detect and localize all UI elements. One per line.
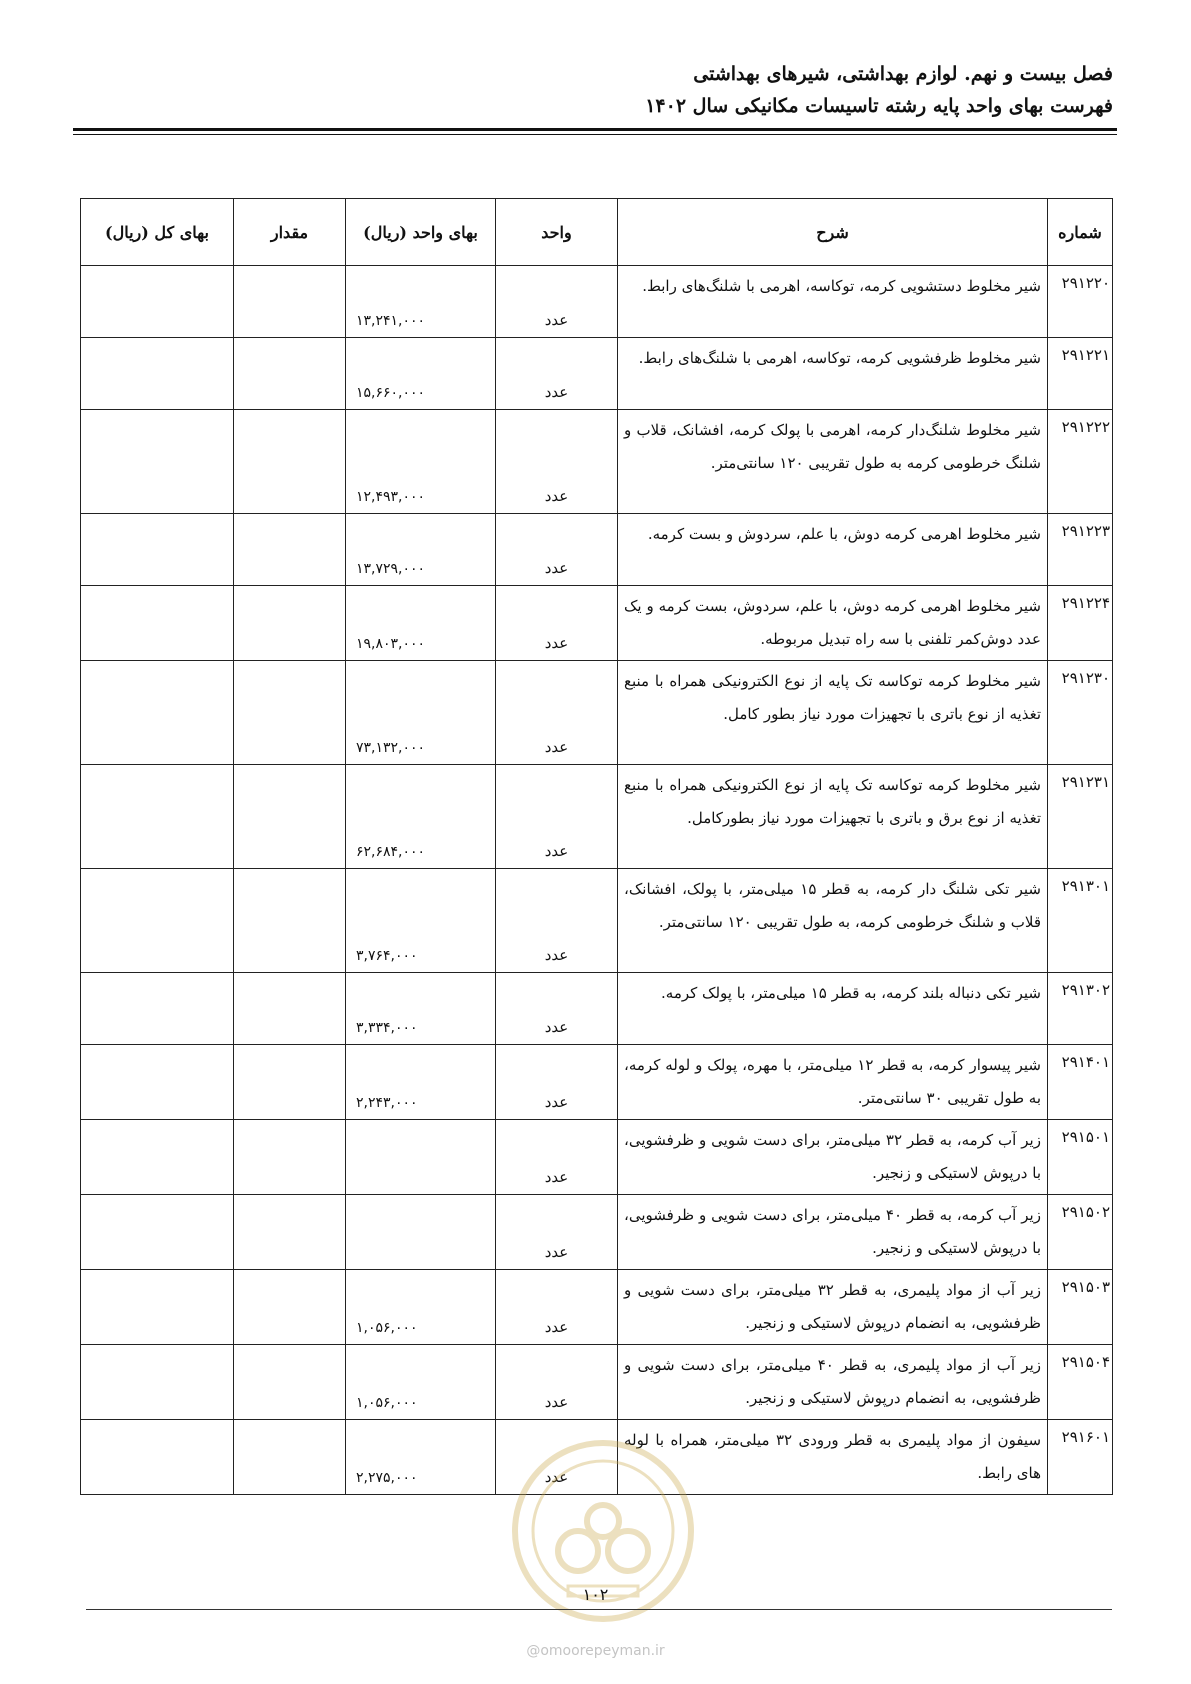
item-number: ۲۹۱۲۲۴ — [1048, 586, 1113, 661]
table-row — [81, 973, 1113, 1045]
item-number: ۲۹۱۶۰۱ — [1048, 1420, 1113, 1495]
item-unit-price — [346, 1120, 496, 1195]
item-description: شیر مخلوط اهرمی کرمه دوش، با علم، سردوش، بست کرمه و یک عدد دوش‌کمر تلفنی با سه راه تبدیل مربوطه. — [618, 586, 1048, 661]
header-rule-thick — [73, 128, 1117, 131]
item-number: ۲۹۱۴۰۱ — [1048, 1045, 1113, 1120]
header-unit-price: بهای واحد (ریال) — [346, 199, 496, 266]
item-unit-price: ۱۳,۲۴۱,۰۰۰ — [346, 266, 496, 338]
item-total-price — [81, 1045, 234, 1120]
item-unit-price: ۱۹,۸۰۳,۰۰۰ — [346, 586, 496, 661]
item-unit: عدد — [496, 1120, 618, 1195]
item-description: شیر تکی شلنگ دار کرمه، به قطر ۱۵ میلی‌متر، با پولک، افشانک، قلاب و شلنگ خرطومی کرمه، به طول تقریبی ۱۲۰ سانتی‌متر. — [618, 869, 1048, 973]
header-number: شماره — [1048, 199, 1113, 266]
item-description: زیر آب کرمه، به قطر ۴۰ میلی‌متر، برای دست شویی و ظرفشویی، با درپوش لاستیکی و زنجیر. — [618, 1195, 1048, 1270]
item-quantity — [234, 869, 346, 973]
item-quantity — [234, 1345, 346, 1420]
item-description: شیر پیسوار کرمه، به قطر ۱۲ میلی‌متر، با مهره، پولک و لوله کرمه، به طول تقریبی ۳۰ سانتی‌متر. — [618, 1045, 1048, 1120]
item-number: ۲۹۱۲۲۲ — [1048, 410, 1113, 514]
item-quantity — [234, 514, 346, 586]
item-quantity — [234, 661, 346, 765]
item-unit: عدد — [496, 410, 618, 514]
item-total-price — [81, 661, 234, 765]
item-total-price — [81, 586, 234, 661]
item-total-price — [81, 869, 234, 973]
item-unit-price: ۱۳,۷۲۹,۰۰۰ — [346, 514, 496, 586]
item-unit: عدد — [496, 1270, 618, 1345]
item-quantity — [234, 973, 346, 1045]
item-unit: عدد — [496, 661, 618, 765]
table-row — [81, 765, 1113, 869]
item-quantity — [234, 1120, 346, 1195]
item-total-price — [81, 410, 234, 514]
item-quantity — [234, 1270, 346, 1345]
item-total-price — [81, 1420, 234, 1495]
item-unit-price: ۱۲,۴۹۳,۰۰۰ — [346, 410, 496, 514]
item-description: شیر مخلوط کرمه توکاسه تک پایه از نوع الکترونیکی همراه با منبع تغذیه از نوع باتری با تجهیزات مورد نیاز بطور کامل. — [618, 661, 1048, 765]
item-unit: عدد — [496, 1195, 618, 1270]
item-description: زیر آب از مواد پلیمری، به قطر ۴۰ میلی‌متر، برای دست شویی و ظرفشویی، به انضمام درپوش لاستیکی و زنجیر. — [618, 1345, 1048, 1420]
item-total-price — [81, 338, 234, 410]
item-quantity — [234, 765, 346, 869]
table-row — [81, 869, 1113, 973]
list-title: فهرست بهای واحد پایه رشته تاسیسات مکانیکی سال ۱۴۰۲ — [645, 95, 1113, 117]
item-unit: عدد — [496, 869, 618, 973]
item-unit-price: ۲,۲۴۳,۰۰۰ — [346, 1045, 496, 1120]
table-row — [81, 410, 1113, 514]
item-number: ۲۹۱۵۰۲ — [1048, 1195, 1113, 1270]
item-unit: عدد — [496, 514, 618, 586]
item-unit-price: ۱,۰۵۶,۰۰۰ — [346, 1270, 496, 1345]
item-unit-price: ۱,۰۵۶,۰۰۰ — [346, 1345, 496, 1420]
header-quantity: مقدار — [234, 199, 346, 266]
item-total-price — [81, 765, 234, 869]
item-unit: عدد — [496, 586, 618, 661]
item-unit: عدد — [496, 338, 618, 410]
item-number: ۲۹۱۵۰۴ — [1048, 1345, 1113, 1420]
watermark-text: @omoorepeyman.ir — [526, 1643, 665, 1659]
chapter-title: فصل بیست و نهم. لوازم بهداشتی، شیرهای بهداشتی — [693, 63, 1113, 85]
table-row — [81, 266, 1113, 338]
item-unit-price: ۶۲,۶۸۴,۰۰۰ — [346, 765, 496, 869]
item-quantity — [234, 266, 346, 338]
item-description: شیر مخلوط شلنگ‌دار کرمه، اهرمی با پولک کرمه، افشانک، قلاب و شلنگ خرطومی کرمه به طول تقریبی ۱۲۰ سانتی‌متر. — [618, 410, 1048, 514]
item-number: ۲۹۱۲۳۱ — [1048, 765, 1113, 869]
item-description: شیر مخلوط اهرمی کرمه دوش، با علم، سردوش و بست کرمه. — [618, 514, 1048, 586]
item-unit: عدد — [496, 1045, 618, 1120]
item-unit: عدد — [496, 765, 618, 869]
item-total-price — [81, 973, 234, 1045]
table-row — [81, 661, 1113, 765]
item-description: شیر مخلوط دستشویی کرمه، توکاسه، اهرمی با شلنگ‌های رابط. — [618, 266, 1048, 338]
footer-rule — [86, 1609, 1112, 1610]
table-header-row — [81, 199, 1113, 266]
item-number: ۲۹۱۲۳۰ — [1048, 661, 1113, 765]
item-total-price — [81, 266, 234, 338]
item-quantity — [234, 1195, 346, 1270]
item-description: شیر مخلوط ظرفشویی کرمه، توکاسه، اهرمی با شلنگ‌های رابط. — [618, 338, 1048, 410]
item-number: ۲۹۱۲۲۱ — [1048, 338, 1113, 410]
item-description: سیفون از مواد پلیمری به قطر ورودی ۳۲ میلی‌متر، همراه با لوله های رابط. — [618, 1420, 1048, 1495]
item-unit-price: ۳,۷۶۴,۰۰۰ — [346, 869, 496, 973]
table-row — [81, 514, 1113, 586]
item-description: شیر مخلوط کرمه توکاسه تک پایه از نوع الکترونیکی همراه با منبع تغذیه از نوع برق و باتری با تجهیزات مورد نیاز بطورکامل. — [618, 765, 1048, 869]
header-rule-thin — [73, 134, 1117, 135]
item-number: ۲۹۱۵۰۱ — [1048, 1120, 1113, 1195]
item-unit-price: ۲,۲۷۵,۰۰۰ — [346, 1420, 496, 1495]
header-description: شرح — [618, 199, 1048, 266]
item-unit-price — [346, 1195, 496, 1270]
item-quantity — [234, 1045, 346, 1120]
item-description: زیر آب از مواد پلیمری، به قطر ۳۲ میلی‌متر، برای دست شویی و ظرفشویی، به انضمام درپوش لاستیکی و زنجیر. — [618, 1270, 1048, 1345]
item-unit-price: ۷۳,۱۳۲,۰۰۰ — [346, 661, 496, 765]
page-header — [645, 58, 1113, 122]
item-number: ۲۹۱۲۲۳ — [1048, 514, 1113, 586]
table-row — [81, 1120, 1113, 1195]
item-unit: عدد — [496, 1420, 618, 1495]
item-quantity — [234, 1420, 346, 1495]
table-row — [81, 1270, 1113, 1345]
header-total-price: بهای کل (ریال) — [81, 199, 234, 266]
item-unit: عدد — [496, 266, 618, 338]
item-total-price — [81, 1195, 234, 1270]
item-unit-price: ۱۵,۶۶۰,۰۰۰ — [346, 338, 496, 410]
table-row — [81, 1195, 1113, 1270]
table-row — [81, 586, 1113, 661]
table-row — [81, 1045, 1113, 1120]
item-total-price — [81, 1270, 234, 1345]
header-unit: واحد — [496, 199, 618, 266]
table-row — [81, 1345, 1113, 1420]
table-row — [81, 338, 1113, 410]
item-number: ۲۹۱۵۰۳ — [1048, 1270, 1113, 1345]
item-description: زیر آب کرمه، به قطر ۳۲ میلی‌متر، برای دست شویی و ظرفشویی، با درپوش لاستیکی و زنجیر. — [618, 1120, 1048, 1195]
item-number: ۲۹۱۲۲۰ — [1048, 266, 1113, 338]
item-number: ۲۹۱۳۰۲ — [1048, 973, 1113, 1045]
item-quantity — [234, 586, 346, 661]
item-quantity — [234, 410, 346, 514]
item-description: شیر تکی دنباله بلند کرمه، به قطر ۱۵ میلی‌متر، با پولک کرمه. — [618, 973, 1048, 1045]
item-total-price — [81, 1345, 234, 1420]
item-unit-price: ۳,۳۳۴,۰۰۰ — [346, 973, 496, 1045]
item-unit: عدد — [496, 1345, 618, 1420]
price-table — [80, 198, 1113, 1495]
item-unit: عدد — [496, 973, 618, 1045]
page-number: ۱۰۲ — [582, 1585, 609, 1604]
item-number: ۲۹۱۳۰۱ — [1048, 869, 1113, 973]
item-total-price — [81, 1120, 234, 1195]
item-quantity — [234, 338, 346, 410]
item-total-price — [81, 514, 234, 586]
